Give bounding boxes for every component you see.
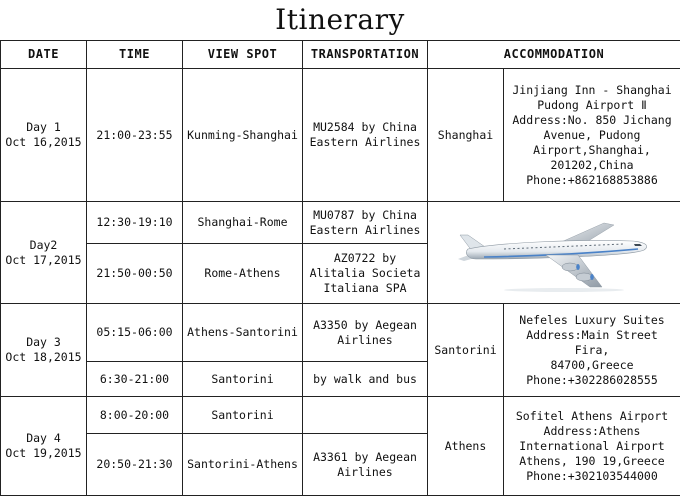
table-row [1,397,680,434]
day-cell [1,397,87,496]
accommodation-line: Pudong Airport Ⅱ [537,97,647,112]
transport-line: A3361 by Aegean [313,449,417,464]
header-date: DATE [1,41,87,69]
accommodation-line: Address:No. 850 Jichang [512,112,672,127]
transport-cell [303,397,428,434]
transport-cell [303,69,428,202]
day-label: Day2 [29,237,58,252]
transport-line: Alitalia Societa [309,266,421,280]
transport-cell [303,244,428,304]
transport-line: Eastern Airlines [309,135,421,149]
accommodation-line: Phone:+862168853886 [526,172,658,187]
accommodation-line: Sofitel Athens Airport [515,408,669,423]
time-cell: 20:50-21:30 [87,434,183,496]
view-spot-cell: Santorini [183,362,303,397]
time-cell: 21:00-23:55 [87,69,183,202]
accommodation-line: Avenue, Pudong [543,127,641,142]
accommodation-city: Athens [428,397,504,496]
time-cell: 12:30-19:10 [87,202,183,244]
transport-line: MU0787 by China [313,207,417,222]
accommodation-details [504,304,680,397]
table-row [1,202,680,244]
day-label: Day 3 [26,335,61,349]
transport-cell [303,434,428,496]
time-cell: 8:00-20:00 [87,397,183,434]
transport-line: AZ0722 by [333,251,397,265]
page-title: Itinerary [275,3,405,36]
day-cell [1,202,87,304]
transport-cell [303,362,428,397]
airplane-icon [454,213,654,293]
day-date: Oct 19,2015 [5,446,82,460]
time-cell: 6:30-21:00 [87,362,183,397]
airplane-image-cell [428,202,680,304]
day-cell [1,69,87,202]
table-row [1,304,680,362]
accommodation-details [504,397,680,496]
transport-cell [303,304,428,362]
accommodation-city: Santorini [428,304,504,397]
accommodation-line: Phone:+302286028555 [526,372,658,387]
accommodation-details [504,69,680,202]
day-label: Day 4 [26,431,61,445]
accommodation-line: Phone:+302103544000 [526,468,658,483]
view-spot-cell: Kunming-Shanghai [183,69,303,202]
header-transportation: TRANSPORTATION [303,41,428,69]
itinerary-table [0,40,680,496]
day-date: Oct 16,2015 [5,135,82,149]
header-accommodation: ACCOMMODATION [428,41,680,69]
day-cell [1,304,87,397]
accommodation-line: Nefeles Luxury Suites [519,312,665,327]
day-date: Oct 17,2015 [5,252,82,267]
time-cell: 21:50-00:50 [87,244,183,304]
transport-line: Airlines [337,464,393,479]
view-spot-cell: Shanghai-Rome [183,202,303,244]
transport-line: by walk and bus [313,371,417,386]
transport-line: A3350 by Aegean [313,317,417,332]
accommodation-line: 84700,Greece [550,357,634,372]
day-label: Day 1 [26,120,61,134]
header-view-spot: VIEW SPOT [183,41,303,69]
accommodation-line: Address:Athens [543,423,641,438]
time-cell: 05:15-06:00 [87,304,183,362]
accommodation-line: 201202,China [550,157,634,172]
transport-cell [303,202,428,244]
view-spot-cell: Santorini-Athens [183,434,303,496]
view-spot-cell: Athens-Santorini [183,304,303,362]
accommodation-line: Athens, 190 19,Greece [519,453,665,468]
accommodation-city: Shanghai [428,69,504,202]
accommodation-line: Jinjiang Inn - Shanghai [512,82,672,97]
transport-line: Eastern Airlines [309,222,421,237]
table-row [1,69,680,202]
header-time: TIME [87,41,183,69]
accommodation-line: International Airport [519,438,665,453]
day-date: Oct 18,2015 [5,350,82,364]
transport-line: MU2584 by China [313,120,417,134]
view-spot-cell: Santorini [183,397,303,434]
transport-line: Italiana SPA [323,281,407,295]
accommodation-line: Address:Main Street Fira, [526,327,658,357]
header-row [1,41,680,69]
accommodation-line: Airport,Shanghai, [533,142,651,157]
transport-line: Airlines [337,332,393,347]
view-spot-cell: Rome-Athens [183,244,303,304]
